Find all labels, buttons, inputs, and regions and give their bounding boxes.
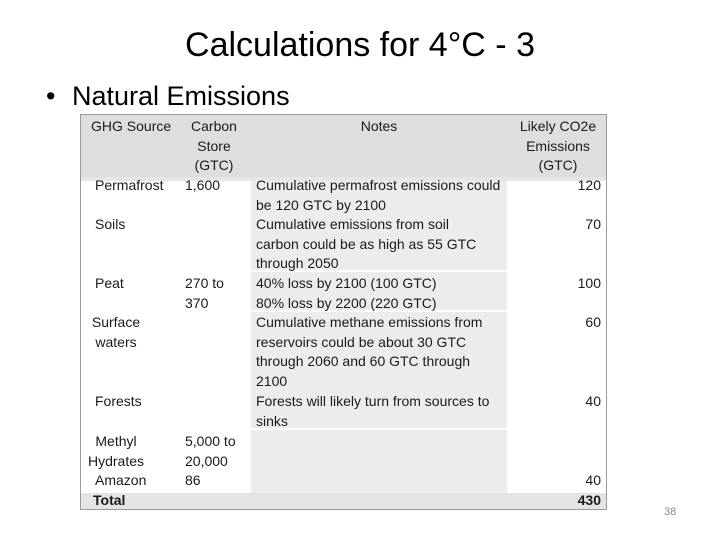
header-carbon-store: Carbon Store (GTC) — [191, 118, 237, 174]
bullet-natural-emissions — [46, 78, 290, 114]
row-peat-emissions: 100 — [577, 275, 601, 291]
bullet-dot: • — [46, 81, 56, 111]
row-permafrost-notes: Cumulative permafrost emissions could be 120 GTC by 2100 — [256, 177, 501, 213]
total-value: 430 — [577, 492, 601, 508]
row-peat-notes: 40% loss by 2100 (100 GTC) 80% loss by 2200 (220 GTC) — [256, 275, 437, 311]
header-ghg-source: GHG Source — [91, 118, 172, 134]
slide-title: Calculations for 4°C - 3 — [185, 26, 535, 64]
header-notes: Notes — [360, 118, 398, 134]
row-soils-emissions: 70 — [585, 216, 601, 232]
page-number: 38 — [664, 506, 677, 518]
row-soils-notes: Cumulative emissions from soil carbon could be as high as 55 GTC through 2050 — [256, 216, 477, 272]
row-amazon-emissions: 40 — [585, 472, 601, 488]
row-amazon-source: Amazon — [95, 472, 147, 488]
row-methyl-hydrates-store: 5,000 to 20,000 — [185, 433, 236, 469]
row-soils-source: Soils — [95, 216, 126, 232]
row-surface-waters-emissions: 60 — [585, 314, 601, 330]
header-emissions: Likely CO2e Emissions (GTC) — [519, 118, 597, 174]
row-permafrost-store: 1,600 — [185, 177, 221, 193]
total-label: Total — [93, 492, 126, 508]
row-amazon-store: 86 — [185, 472, 201, 488]
row-methyl-hydrates-source: Methyl Hydrates — [87, 433, 145, 469]
row-surface-waters-source: Surface waters — [91, 314, 141, 350]
emissions-table — [80, 114, 607, 510]
row-surface-waters-notes: Cumulative methane emissions from reservoirs could be about 30 GTC through 2060 and 60 GTC through 2100 — [256, 314, 483, 389]
bullet-text: Natural Emissions — [72, 81, 290, 111]
row-permafrost-emissions: 120 — [577, 177, 601, 193]
row-forests-emissions: 40 — [585, 393, 601, 409]
row-peat-store: 270 to 370 — [185, 275, 224, 311]
row-forests-notes: Forests will likely turn from sources to sinks — [256, 393, 490, 429]
row-forests-source: Forests — [95, 393, 142, 409]
row-peat-source: Peat — [95, 275, 124, 291]
row-permafrost-source: Permafrost — [95, 177, 164, 193]
